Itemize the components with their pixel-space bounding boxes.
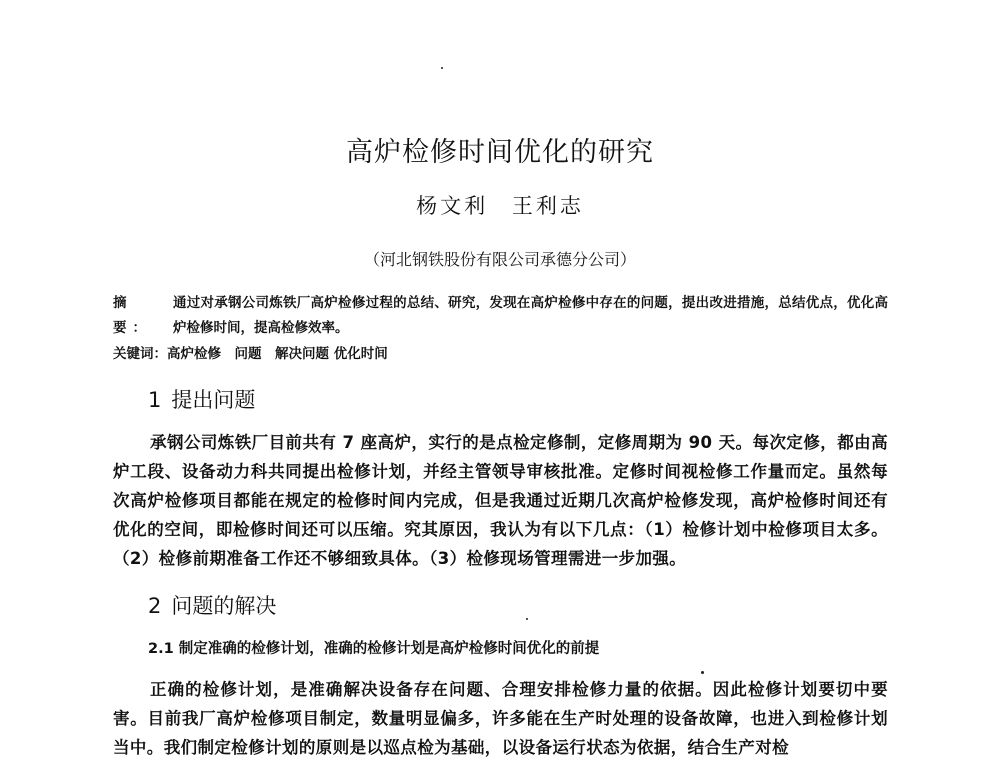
subsection-2-1-number: 2.1 [148,641,174,657]
subsection-2-1-heading [148,637,599,658]
abstract-block [113,291,888,341]
abstract-label: 摘 要： [113,295,152,336]
keywords-label: 关键词： [113,346,167,362]
section-2-title: 问题的解决 [171,594,277,618]
paper-title: 高炉检修时间优化的研究 [346,137,654,168]
keywords-block [113,344,888,364]
section-2-heading [148,590,276,620]
subsection-2-1-title: 制定准确的检修计划，准确的检修计划是高炉检修时间优化的前提 [178,641,600,657]
section-1-title: 提出问题 [171,388,256,412]
scan-speck [441,67,443,69]
scan-speck [526,618,528,620]
section-1-paragraph: 承钢公司炼铁厂目前共有 7 座高炉，实行的是点检定修制，定修周期为 90 天。每次定修，都由高炉工段、设备动力科共同提出检修计划，并经主管领导审核批准。定修时间视检修工作量而定。虽然每次高炉检修项目都能在规定的检修时间内完成，但是我通过近期几次高炉检修发现，高炉检修时间还有优化的空间，即检修时间还可以压缩。究其原因，我认为有以下几点：（1）检修计划中检修项目太多。（2）检修前期准备工作还不够细致具体。（3）检修现场管理需进一步加强。 [113,433,888,568]
scan-speck [701,671,704,674]
keywords-text: 高炉检修 问题 解决问题 优化时间 [167,346,388,362]
section-1-number: 1 [148,388,162,412]
abstract-text: 通过对承钢公司炼铁厂高炉检修过程的总结、研究，发现在高炉检修中存在的问题，提出改进措施，总结优点，优化高炉检修时间，提高检修效率。 [173,295,888,336]
paper-authors: 杨文利 王利志 [416,194,584,218]
paper-affiliation: （河北钢铁股份有限公司承德分公司） [363,250,636,269]
section-1-heading [148,384,255,414]
section-2-number: 2 [148,594,162,618]
section-2-paragraph: 正确的检修计划，是准确解决设备存在问题、合理安排检修力量的依据。因此检修计划要切中要害。目前我厂高炉检修项目制定，数量明显偏多，许多能在生产时处理的设备故障，也进入到检修计划当中。我们制定检修计划的原则是以巡点检为基础，以设备运行状态为依据，结合生产对检 [113,680,888,757]
